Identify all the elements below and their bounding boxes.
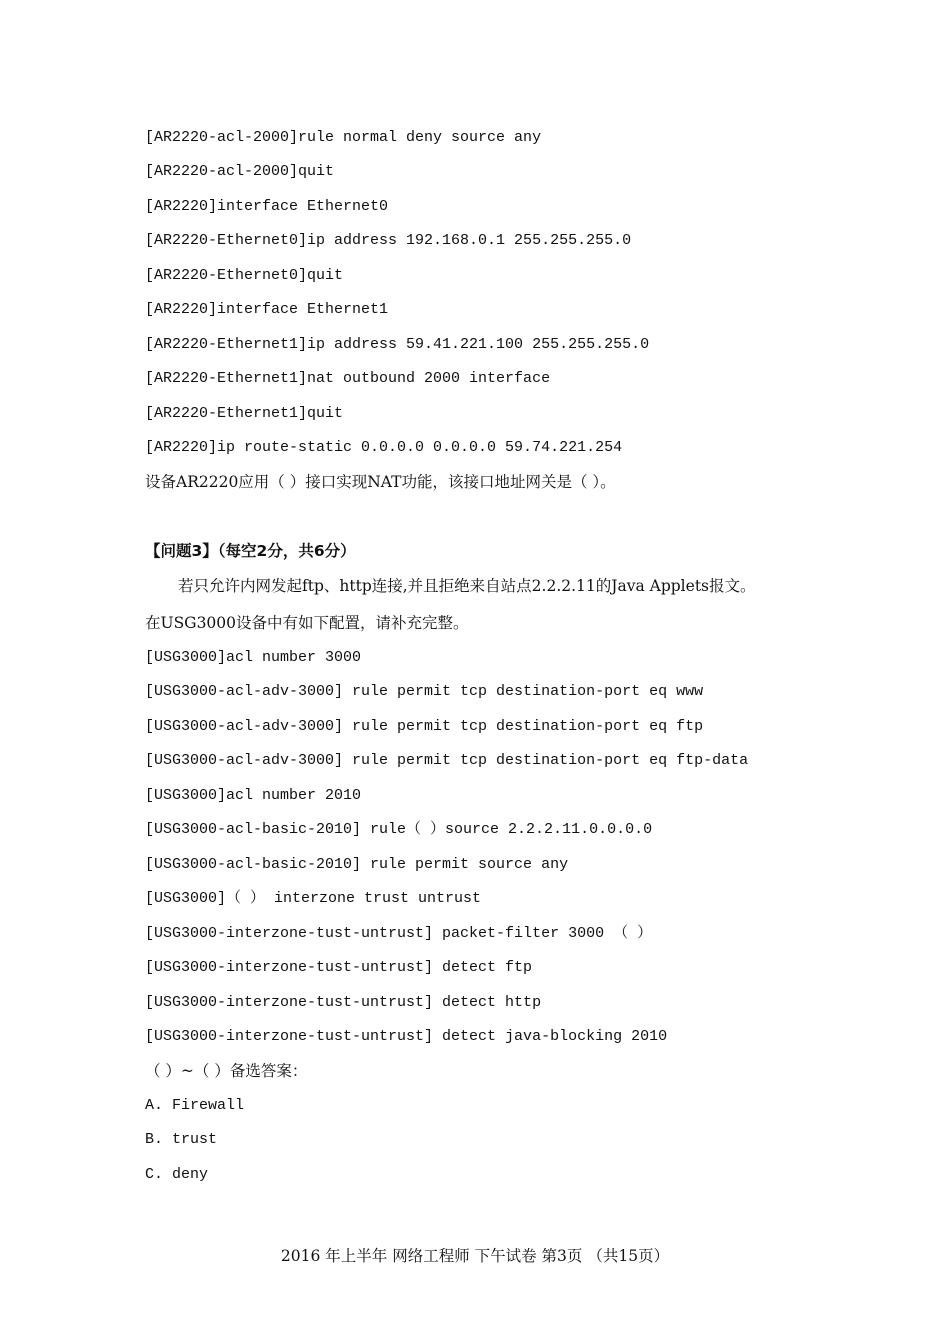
config-line: [AR2220-Ethernet1]nat outbound 2000 interface [145,370,551,387]
question-intro: 在USG3000设备中有如下配置，请补充完整。 [145,614,469,632]
config-line: [AR2220-acl-2000]rule normal deny source any [145,129,542,146]
page-footer: 2016 年上半年 网络工程师 下午试卷 第3页 （共15页） [280,1247,670,1265]
answer-option: A. Firewall [145,1097,245,1114]
config-line: [USG3000]（ ） interzone trust untrust [145,890,482,907]
options-intro: （ ）~（ ）备选答案： [145,1062,308,1080]
config-line: [USG3000-interzone-tust-untrust] detect http [145,994,542,1011]
config-line: [AR2220-acl-2000]quit [145,163,335,180]
config-line: [USG3000-acl-adv-3000] rule permit tcp destination-port eq ftp-data [145,752,749,769]
config-line: [USG3000]acl number 3000 [145,649,362,666]
config-line: [USG3000-acl-adv-3000] rule permit tcp destination-port eq www [145,683,704,700]
config-line: [AR2220-Ethernet0]quit [145,267,344,284]
config-line: [USG3000-acl-basic-2010] rule（ ）source 2.2.2.11.0.0.0.0 [145,821,653,838]
config-line: [USG3000-interzone-tust-untrust] detect java-blocking 2010 [145,1028,668,1045]
config-line: [USG3000]acl number 2010 [145,787,362,804]
question-heading: 【问题3】（每空2分，共6分） [145,542,356,560]
config-line: [USG3000-acl-adv-3000] rule permit tcp destination-port eq ftp [145,718,704,735]
config-line: [AR2220]interface Ethernet1 [145,301,389,318]
question-text: 设备AR2220应用（ ）接口实现NAT功能，该接口地址网关是（ ）。 [145,473,616,491]
config-line: [AR2220]interface Ethernet0 [145,198,389,215]
config-line: [AR2220-Ethernet1]quit [145,405,344,422]
config-line: [AR2220-Ethernet1]ip address 59.41.221.100 255.255.255.0 [145,336,650,353]
config-line: [USG3000-interzone-tust-untrust] packet-filter 3000 （ ） [145,925,653,942]
config-line: [USG3000-acl-basic-2010] rule permit source any [145,856,569,873]
answer-option: B. trust [145,1131,218,1148]
question-intro: 若只允许内网发起ftp、http连接,并且拒绝来自站点2.2.2.11的Java Applets报文。 [178,577,756,595]
config-line: [AR2220-Ethernet0]ip address 192.168.0.1 255.255.255.0 [145,232,632,249]
config-line: [AR2220]ip route-static 0.0.0.0 0.0.0.0 59.74.221.254 [145,439,623,456]
config-line: [USG3000-interzone-tust-untrust] detect ftp [145,959,533,976]
answer-option: C. deny [145,1166,209,1183]
